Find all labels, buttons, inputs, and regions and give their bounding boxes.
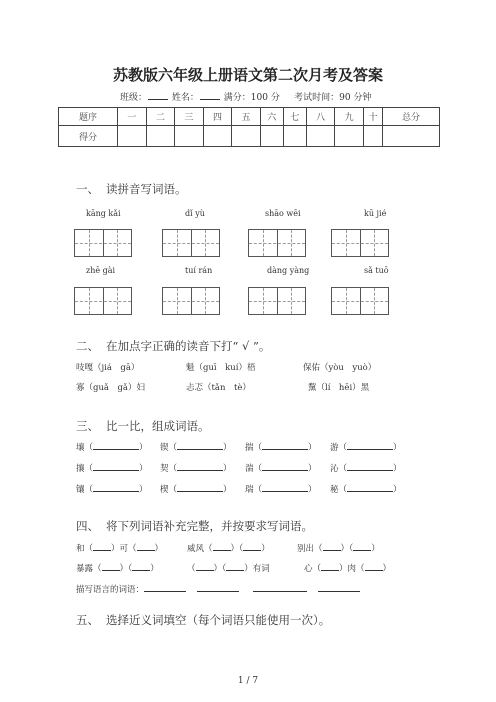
answer-blank[interactable]	[347, 441, 393, 450]
answer-blank[interactable]	[243, 542, 261, 551]
word-item: 沁（ ）	[330, 464, 402, 474]
exam-time: 考试时间：90 分钟	[294, 93, 372, 103]
answer-blank[interactable]	[137, 542, 155, 551]
score-header-cell: 题序	[59, 108, 118, 126]
section-title: 选择近义词填空（每个词语只能使用一次）。	[106, 613, 331, 627]
word-item: 揣（ ）	[245, 443, 317, 453]
word-item: 镶（ ）	[76, 485, 148, 495]
answer-blank[interactable]	[318, 583, 360, 592]
answer-blank[interactable]	[93, 462, 139, 471]
score-header-cell: 二	[146, 108, 175, 126]
score-cell[interactable]	[335, 126, 364, 147]
word-item: 锲（ ）	[160, 443, 232, 453]
answer-blank[interactable]	[262, 441, 308, 450]
score-header-cell: 三	[175, 108, 204, 126]
exam-info	[120, 90, 371, 103]
idiom-item: 和（ ）可（ ）	[76, 544, 164, 554]
score-cell[interactable]	[232, 126, 261, 147]
writing-box[interactable]	[74, 287, 132, 315]
section-title: 读拼音写词语。	[106, 182, 187, 196]
score-cell[interactable]	[364, 126, 383, 147]
answer-blank[interactable]	[226, 562, 244, 571]
section-title: 比一比，组成词语。	[106, 419, 210, 433]
word-item: 楔（ ）	[160, 485, 232, 495]
answer-blank[interactable]	[253, 583, 307, 592]
score-header-cell: 六	[260, 108, 283, 126]
answer-blank[interactable]	[262, 462, 308, 471]
writing-box[interactable]	[74, 229, 132, 257]
page-title: 苏教版六年级上册语文第二次月考及答案	[112, 66, 383, 84]
answer-blank[interactable]	[93, 483, 139, 492]
answer-blank[interactable]	[93, 441, 139, 450]
word-item: 攘（ ）	[76, 464, 148, 474]
answer-blank[interactable]	[196, 562, 214, 571]
answer-blank[interactable]	[144, 583, 186, 592]
answer-blank[interactable]	[262, 483, 308, 492]
word-item: 契（ ）	[160, 464, 232, 474]
score-header-cell: 总分	[383, 108, 440, 126]
answer-blank[interactable]	[177, 483, 223, 492]
score-header-cell: 十	[364, 108, 383, 126]
score-cell[interactable]	[260, 126, 283, 147]
word-item: 瑞（ ）	[245, 485, 317, 495]
idiom-item: 别出（ ）（ ）	[297, 544, 380, 554]
section-2-heading	[76, 338, 270, 354]
page-number: 1 / 7	[237, 676, 259, 686]
writing-box[interactable]	[331, 287, 389, 315]
idiom-item: 威风（ ）（ ）	[187, 544, 270, 554]
section-title: 将下列词语补充完整，并按要求写词语。	[106, 519, 313, 533]
pronunciation-item: 寡（guǎ gǎ）妇	[76, 383, 145, 393]
score-cell[interactable]	[203, 126, 232, 147]
score-cell[interactable]	[118, 126, 147, 147]
answer-blank[interactable]	[323, 542, 341, 551]
score-header-cell: 一	[118, 108, 147, 126]
section-number: 一、	[76, 182, 99, 196]
pinyin: kāng kǎi	[86, 209, 121, 218]
name-blank[interactable]	[200, 91, 220, 100]
word-item: 秘（ ）	[330, 485, 402, 495]
section-title: 在加点字正确的读音下打“ √ ”。	[106, 339, 271, 353]
pinyin: dǐ yù	[185, 209, 205, 218]
writing-box[interactable]	[331, 229, 389, 257]
idiom-item: （ ）（ ）有词	[187, 564, 270, 574]
score-cell[interactable]	[306, 126, 335, 147]
pronunciation-item: 吱嘎（jiá gā）	[76, 363, 140, 373]
class-blank[interactable]	[148, 91, 168, 100]
idiom-item: 暴露（ ）（ ）	[76, 564, 159, 574]
section-1-heading	[76, 181, 187, 197]
writing-box[interactable]	[162, 229, 220, 257]
pronunciation-item: 保佑（yòu yuò）	[303, 363, 377, 373]
score-cell[interactable]	[383, 126, 440, 147]
pronunciation-item: 黧（lí hēi）黑	[308, 383, 370, 393]
score-cell[interactable]	[283, 126, 306, 147]
word-item: 游（ ）	[330, 443, 402, 453]
section-number: 四、	[76, 519, 99, 533]
language-words-row	[76, 583, 360, 595]
writing-box[interactable]	[162, 287, 220, 315]
class-label: 班级：	[120, 93, 148, 103]
idiom-item: 心（ ）肉（ ）	[304, 564, 392, 574]
answer-blank[interactable]	[197, 583, 239, 592]
full-score: 满分：100 分	[223, 93, 280, 103]
writing-box[interactable]	[248, 287, 306, 315]
answer-blank[interactable]	[347, 483, 393, 492]
pronunciation-item: 忐忑（tǎn tè）	[186, 383, 251, 393]
answer-blank[interactable]	[321, 562, 339, 571]
score-header-cell: 九	[335, 108, 364, 126]
answer-blank[interactable]	[132, 562, 150, 571]
writing-box[interactable]	[248, 229, 306, 257]
score-header-cell: 五	[232, 108, 261, 126]
score-header-cell: 七	[283, 108, 306, 126]
section-number: 五、	[76, 613, 99, 627]
answer-blank[interactable]	[347, 462, 393, 471]
answer-blank[interactable]	[213, 542, 231, 551]
name-label: 姓名：	[171, 93, 199, 103]
section-number: 三、	[76, 419, 99, 433]
score-header-row	[59, 108, 440, 126]
pinyin: shāo wēi	[265, 209, 301, 218]
score-header-cell: 四	[203, 108, 232, 126]
answer-blank[interactable]	[93, 542, 111, 551]
section-4-heading	[76, 518, 313, 534]
score-header-cell: 八	[306, 108, 335, 126]
score-row	[59, 126, 440, 147]
language-words-label: 描写语言的词语：	[76, 585, 145, 595]
pinyin: kū jié	[364, 209, 387, 218]
score-cell[interactable]	[146, 126, 175, 147]
pronunciation-item: 魁（guī kuí）梧	[186, 363, 256, 373]
section-5-heading	[76, 612, 330, 628]
answer-blank[interactable]	[353, 542, 371, 551]
word-item: 湍（ ）	[245, 464, 317, 474]
word-item: 壤（ ）	[76, 443, 148, 453]
answer-blank[interactable]	[177, 441, 223, 450]
score-cell[interactable]	[175, 126, 204, 147]
pinyin: zhē gài	[86, 266, 116, 275]
pinyin: dàng yàng	[267, 266, 310, 275]
score-row-label: 得分	[59, 126, 118, 147]
pinyin: tuí rán	[185, 266, 213, 275]
pinyin: sǎ tuō	[364, 266, 389, 275]
section-3-heading	[76, 418, 210, 434]
answer-blank[interactable]	[177, 462, 223, 471]
answer-blank[interactable]	[365, 562, 383, 571]
section-number: 二、	[76, 339, 99, 353]
score-table	[58, 107, 440, 147]
answer-blank[interactable]	[102, 562, 120, 571]
